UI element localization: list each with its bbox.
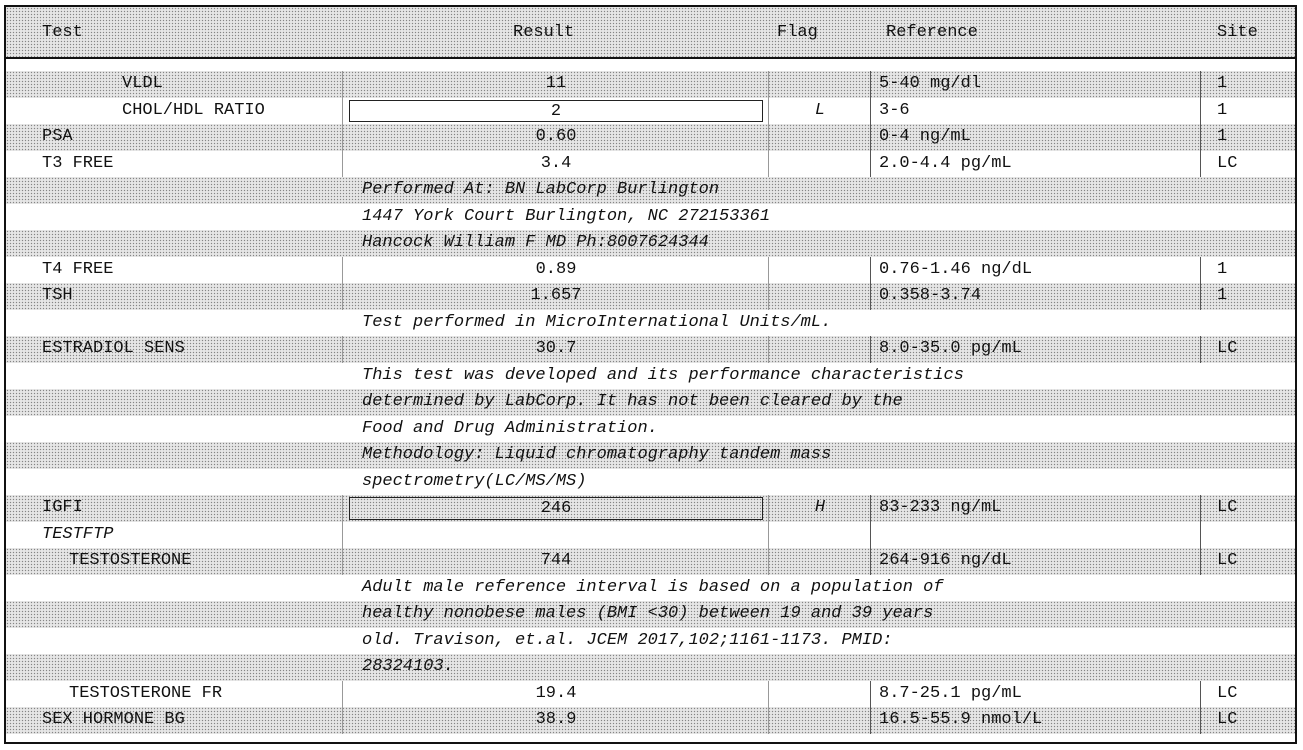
flag-value (768, 707, 871, 734)
note-row (6, 363, 1295, 390)
test-name: TSH (42, 286, 73, 305)
note-text: Test performed in MicroInternational Units/mL. (362, 312, 832, 332)
result-row (6, 495, 1295, 522)
note-text: This test was developed and its performance characteristics (362, 365, 964, 385)
result-row (6, 151, 1295, 178)
note-text: Hancock William F MD Ph:8007624344 (362, 233, 709, 252)
note-row (6, 654, 1295, 681)
reference-range: 0-4 ng/mL (870, 124, 1200, 151)
note-row (6, 469, 1295, 496)
test-name: TESTOSTERONE FR (69, 683, 223, 703)
flag-value (768, 522, 871, 549)
site-code: 1 (1200, 124, 1297, 151)
test-name: SEX HORMONE BG (42, 710, 185, 729)
test-name: PSA (42, 127, 73, 146)
result-value: 19.4 (342, 681, 769, 708)
note-text: old. Travison, et.al. JCEM 2017,102;1161-1173. PMID: (362, 630, 893, 650)
note-text: spectrometry(LC/MS/MS) (362, 471, 587, 491)
note-text: Performed At: BN LabCorp Burlington (362, 180, 720, 199)
note-text: Food and Drug Administration. (362, 418, 658, 438)
site-code: 1 (1200, 71, 1297, 98)
note-text: Methodology: Liquid chromatography tandem mass (362, 445, 832, 464)
site-code: LC (1200, 548, 1297, 575)
test-name: T4 FREE (42, 259, 114, 279)
table-header (6, 7, 1295, 59)
site-code: LC (1200, 495, 1297, 522)
site-code: 1 (1200, 283, 1297, 310)
header-site: Site (1217, 23, 1258, 42)
site-code: LC (1200, 151, 1297, 178)
test-name: TESTOSTERONE (69, 551, 192, 570)
note-row (6, 230, 1295, 257)
reference-range: 8.7-25.1 pg/mL (870, 681, 1200, 708)
result-value: 30.7 (342, 336, 769, 363)
note-row (6, 177, 1295, 204)
test-name: ESTRADIOL SENS (42, 339, 185, 358)
header-flag: Flag (777, 23, 818, 42)
reference-range: 2.0-4.4 pg/mL (870, 151, 1200, 178)
site-code: LC (1200, 707, 1297, 734)
note-row (6, 416, 1295, 443)
result-row (6, 548, 1295, 575)
test-name: IGFI (42, 498, 83, 517)
result-value: 11 (342, 71, 769, 98)
note-text: 1447 York Court Burlington, NC 272153361 (362, 206, 771, 226)
header-result: Result (513, 23, 575, 42)
lab-results-report (4, 5, 1297, 744)
note-row (6, 310, 1295, 337)
test-name: VLDL (122, 74, 163, 93)
note-text: 28324103. (362, 657, 454, 676)
result-highlight-box: 246 (349, 497, 763, 520)
site-code: LC (1200, 681, 1297, 708)
result-row (6, 283, 1295, 310)
test-name: TESTFTP (42, 524, 114, 544)
note-text: determined by LabCorp. It has not been cleared by the (362, 392, 903, 411)
result-row (6, 522, 1295, 549)
result-value: 0.89 (342, 257, 769, 284)
reference-range: 0.76-1.46 ng/dL (870, 257, 1200, 284)
reference-range: 83-233 ng/mL (870, 495, 1200, 522)
result-value (342, 522, 769, 549)
result-row (6, 257, 1295, 284)
flag-value (768, 336, 871, 363)
reference-range: 264-916 ng/dL (870, 548, 1200, 575)
result-value (342, 495, 769, 522)
note-row (6, 575, 1295, 602)
note-text: Adult male reference interval is based on a population of (362, 577, 944, 597)
test-name: CHOL/HDL RATIO (122, 100, 265, 120)
flag-value (768, 124, 871, 151)
reference-range: 0.358-3.74 (870, 283, 1200, 310)
reference-range: 8.0-35.0 pg/mL (870, 336, 1200, 363)
flag-value (768, 548, 871, 575)
result-highlight-box: 2 (349, 100, 763, 123)
note-row (6, 389, 1295, 416)
result-row (6, 98, 1295, 125)
flag-value (768, 71, 871, 98)
reference-range: 5-40 mg/dl (870, 71, 1200, 98)
result-value: 3.4 (342, 151, 769, 178)
site-code: 1 (1200, 98, 1297, 125)
result-value (342, 98, 769, 125)
flag-value (768, 283, 871, 310)
note-text: healthy nonobese males (BMI <30) between 19 and 39 years (362, 604, 934, 623)
site-code (1200, 522, 1297, 549)
result-row (6, 336, 1295, 363)
note-row (6, 628, 1295, 655)
result-row (6, 124, 1295, 151)
result-value: 1.657 (342, 283, 769, 310)
site-code: 1 (1200, 257, 1297, 284)
test-name: T3 FREE (42, 153, 114, 173)
header-test: Test (42, 23, 83, 42)
result-row (6, 707, 1295, 734)
flag-value: L (768, 98, 871, 125)
flag-value (768, 257, 871, 284)
site-code: LC (1200, 336, 1297, 363)
note-row (6, 442, 1295, 469)
result-row (6, 71, 1295, 98)
flag-value (768, 151, 871, 178)
result-value: 744 (342, 548, 769, 575)
flag-value (768, 681, 871, 708)
reference-range: 16.5-55.9 nmol/L (870, 707, 1200, 734)
result-value: 38.9 (342, 707, 769, 734)
result-row (6, 681, 1295, 708)
result-value: 0.60 (342, 124, 769, 151)
flag-value: H (768, 495, 871, 522)
reference-range (870, 522, 1200, 549)
reference-range: 3-6 (870, 98, 1200, 125)
header-reference: Reference (886, 23, 978, 42)
note-row (6, 601, 1295, 628)
note-row (6, 204, 1295, 231)
